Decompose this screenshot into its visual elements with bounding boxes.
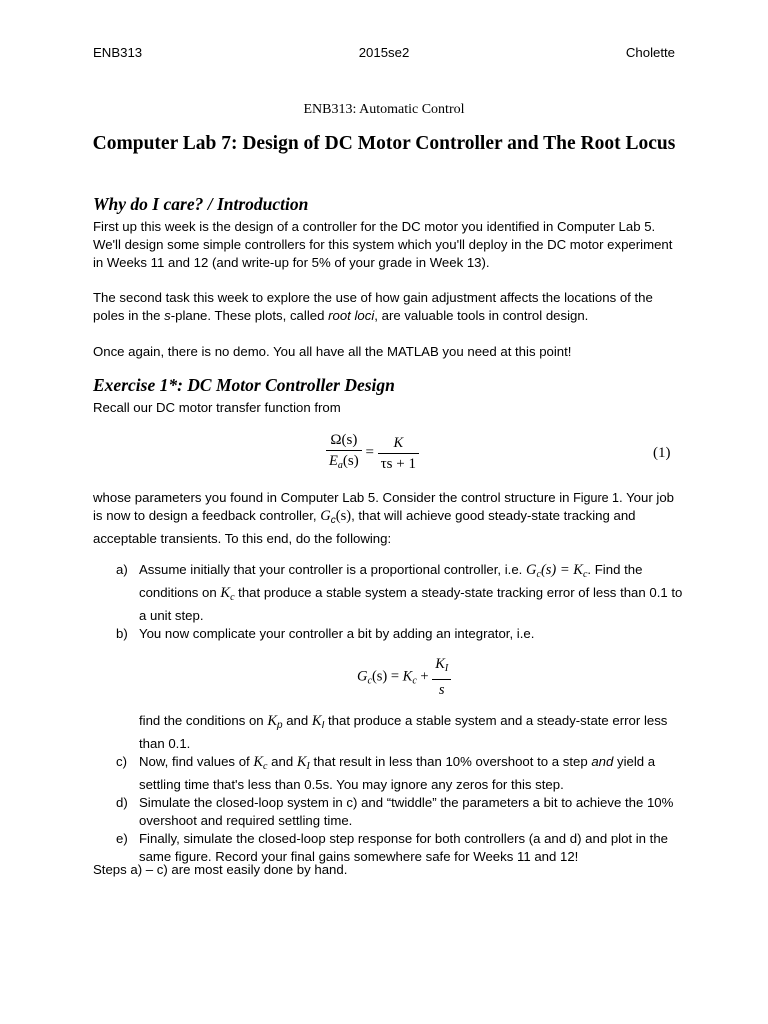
intro-heading: Why do I care? / Introduction (93, 194, 309, 214)
gc-equals-kc: $G_c(s) = K_c$ (526, 562, 588, 580)
eq1-rhs-fraction (378, 434, 419, 473)
steps-note-text: Steps a) – c) are most easily done by hand. (93, 862, 348, 877)
equation-1-number: (1) (653, 445, 671, 461)
eq1-rhs-numerator: K (378, 434, 419, 454)
list-item-b-followup: find the conditions on $K_p$ and $K_I$ that produce a stable system and a steady-state error less than 0.1. (139, 713, 668, 751)
list-item-label: c) (116, 754, 127, 769)
control-paragraph-part-b: . Your job is now to design a feedback controller, (93, 490, 674, 523)
list-item-label: e) (116, 831, 128, 846)
page-header (93, 44, 675, 62)
exercise1-heading: Exercise 1*: DC Motor Controller Design (93, 375, 395, 395)
steps-note (93, 861, 683, 879)
eq2-fraction: $\frac{K_I}{s}$ (432, 655, 451, 699)
exercise1-recall-text: Recall our DC motor transfer function from (93, 400, 341, 415)
list-item-a: a) Assume initially that your controller is a proportional controller, i.e. $G_c(s) = K_c$. Find the conditions on $K_c$ that produce a stable system a steady-state tracking error of less than 0.1 to a unit step. (116, 562, 683, 623)
header-semester: 2015se2 (358, 45, 410, 60)
list-item-d: d) Simulate the closed-loop system in c) and “twiddle” the parameters a bit to achieve the 10% overshoot and required settling time. (116, 795, 674, 828)
equation-1 (326, 431, 419, 475)
intro-p2-part-a: The second task this week to explore the use of how gain adjustment affects the locations of the poles in the (93, 290, 653, 323)
kc-symbol: $K_c$ (220, 585, 235, 603)
equation-2-block (139, 643, 686, 704)
intro-p2-s: s (164, 308, 171, 323)
eq1-lhs-numerator: Ω(s) (326, 431, 362, 451)
control-paragraph-part-a: whose parameters you found in Computer Lab 5. Consider the control structure in (93, 490, 574, 505)
list-item-b: b) You now complicate your controller a bit by adding an integrator, i.e. $G_c(s) = K_c$ + $\frac{K_I}{s}$ find the conditions on $K_p$ and $K_I$ that produce a stable system and a steady-state error less than 0.1. (116, 625, 686, 753)
intro-paragraph-1-text: First up this week is the design of a controller for the DC motor you identified in Computer Lab 5. We'll design some simple controllers for this system which you'll deploy in the DC motor experiment in Weeks 11 and 12 (and write-up for 5% of your grade in Week 13). (93, 219, 673, 270)
eq1-equals: = (365, 444, 378, 461)
intro-p2-part-c: , are valuable tools in control design. (374, 308, 589, 323)
exercise1-control-paragraph: whose parameters you found in Computer Lab 5. Consider the control structure in Figure 1. Your job is now to design a feedback controller, $G_c(s)$, that will achieve good steady-state tracking and acceptable transients. To this end, do the following: (93, 490, 674, 546)
header-author: Cholette (625, 45, 675, 60)
list-item-c: c) Now, find values of $K_c$ and $K_I$ that result in less than 10% overshoot to a step and yield a settling time that's less than 0.5s. You may ignore any zeros for this step. (116, 754, 656, 792)
list-item-label: d) (116, 795, 128, 810)
eq1-lhs-fraction (326, 431, 362, 475)
gc-symbol: G (320, 508, 331, 524)
lab-title: Computer Lab 7: Design of DC Motor Controller and The Root Locus (92, 133, 676, 154)
eq1-rhs-denominator: τs + 1 (380, 455, 416, 472)
intro-paragraph-3-text: Once again, there is no demo. You all have all the MATLAB you need at this point! (93, 344, 572, 359)
intro-paragraph-1 (93, 218, 683, 272)
intro-p2-part-b: -plane. These plots, called (170, 308, 329, 323)
exercise1-recall (93, 399, 683, 417)
intro-p2-root-loci: root loci (328, 308, 375, 323)
list-item-label: a) (116, 562, 128, 577)
course-title: ENB313: Automatic Control (303, 102, 465, 117)
eq1-lhs-denominator: $E_a(s)$ (329, 453, 359, 471)
control-paragraph-part-c: , that will achieve good steady-state tracking and acceptable transients. To this end, do the following: (93, 508, 636, 546)
intro-paragraph-3 (93, 343, 683, 361)
intro-paragraph-2 (93, 289, 683, 325)
exercise-steps-list (116, 561, 686, 866)
equation-2: $G_c(s) = K_c$ + $\frac{K_I}{s}$ (357, 655, 451, 699)
list-item-e: e) Finally, simulate the closed-loop step response for both controllers (a and d) and plot in the same figure. Record your final gains somewhere safe for Weeks 11 and 12! (116, 831, 669, 864)
figure-1-reference[interactable]: Figure 1 (573, 491, 619, 505)
list-item-label: b) (116, 626, 128, 641)
header-course-code: ENB313 (93, 45, 143, 60)
